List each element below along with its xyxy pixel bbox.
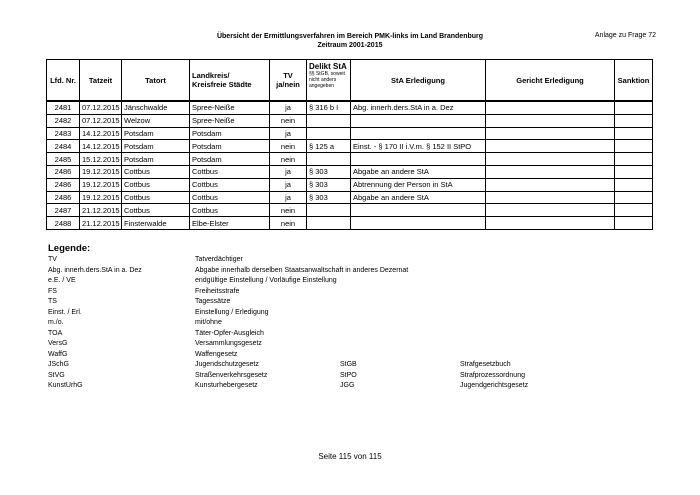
cell-nr: 2483 <box>47 127 80 140</box>
col-header-delikt: Delikt StA §§ StGB, soweit nicht anders angegeben <box>307 60 351 102</box>
legend-text: Strafgesetzbuch <box>460 361 511 368</box>
cell-delikt: § 125 a <box>307 140 351 153</box>
cell-sanktion <box>615 153 653 166</box>
cell-sta <box>351 217 486 230</box>
legend-text: Kunsturhebergesetz <box>195 382 258 389</box>
legend-abbr: StVG <box>48 371 65 379</box>
legend-text: endgültige Einstellung / Vorläufige Einstellung <box>195 277 337 284</box>
cell-sanktion <box>615 140 653 153</box>
legend-text: Jugendschutzgesetz <box>195 361 259 368</box>
table-row <box>47 140 653 153</box>
cell-date: 21.12.2015 <box>80 217 122 230</box>
cell-place: Jänschwalde <box>122 101 190 114</box>
table-row <box>47 204 653 217</box>
cell-sta: Abgabe an andere StA <box>351 191 486 204</box>
cell-nr: 2487 <box>47 204 80 217</box>
annex-label: Anlage zu Frage 72 <box>594 32 656 39</box>
cell-delikt <box>307 127 351 140</box>
legend-abbr-column <box>48 255 142 392</box>
cell-tv: nein <box>270 217 307 230</box>
legend-abbr: e.E. / VE <box>48 277 76 284</box>
cell-gericht <box>486 127 615 140</box>
cell-place: Finsterwalde <box>122 217 190 230</box>
cell-district: Cottbus <box>190 165 270 178</box>
legend-title: Legende: <box>48 243 91 254</box>
table-row <box>47 127 653 140</box>
legend-abbr: JGG <box>340 382 355 389</box>
proceedings-table <box>46 59 653 230</box>
legend-abbr: WaffG <box>48 350 68 358</box>
col-header-sanktion: Sanktion <box>615 60 653 102</box>
cell-tv: nein <box>270 153 307 166</box>
cell-district: Spree-Neiße <box>190 101 270 114</box>
cell-place: Potsdam <box>122 140 190 153</box>
cell-nr: 2485 <box>47 153 80 166</box>
cell-sanktion <box>615 191 653 204</box>
table-row <box>47 153 653 166</box>
cell-district: Potsdam <box>190 140 270 153</box>
cell-place: Cottbus <box>122 191 190 204</box>
cell-delikt: § 303 <box>307 178 351 191</box>
col-header-tatzeit: Tatzeit <box>80 60 122 102</box>
cell-sanktion <box>615 127 653 140</box>
table-row <box>47 101 653 114</box>
legend-abbr: KunstUrhG <box>48 382 83 389</box>
cell-gericht <box>486 165 615 178</box>
legend-text: Waffengesetz <box>195 350 238 358</box>
cell-date: 21.12.2015 <box>80 204 122 217</box>
cell-sta <box>351 153 486 166</box>
cell-sta: Abgabe an andere StA <box>351 165 486 178</box>
cell-gericht <box>486 114 615 127</box>
cell-nr: 2486 <box>47 165 80 178</box>
cell-delikt <box>307 114 351 127</box>
legend-abbr: Einst. / Erl. <box>48 308 82 316</box>
cell-date: 15.12.2015 <box>80 153 122 166</box>
table-row <box>47 114 653 127</box>
cell-sta: Abtrennung der Person in StA <box>351 178 486 191</box>
cell-district: Cottbus <box>190 191 270 204</box>
cell-tv: nein <box>270 204 307 217</box>
table-row <box>47 217 653 230</box>
cell-date: 07.12.2015 <box>80 114 122 127</box>
legend-abbr: TS <box>48 298 57 305</box>
col-header-gericht: Gericht Erledigung <box>486 60 615 102</box>
cell-place: Cottbus <box>122 178 190 191</box>
col-header-tatort: Tatort <box>122 60 190 102</box>
cell-sanktion <box>615 114 653 127</box>
cell-district: Potsdam <box>190 153 270 166</box>
cell-gericht <box>486 204 615 217</box>
legend-text: Täter-Opfer-Ausgleich <box>195 329 264 337</box>
cell-district: Cottbus <box>190 204 270 217</box>
cell-gericht <box>486 178 615 191</box>
cell-tv: nein <box>270 114 307 127</box>
cell-nr: 2482 <box>47 114 80 127</box>
legend-abbr: TOA <box>48 329 63 337</box>
cell-district: Elbe-Elster <box>190 217 270 230</box>
legend-text: Einstellung / Erledigung <box>195 308 269 316</box>
cell-date: 19.12.2015 <box>80 165 122 178</box>
cell-place: Cottbus <box>122 204 190 217</box>
cell-date: 19.12.2015 <box>80 191 122 204</box>
cell-sanktion <box>615 101 653 114</box>
cell-district: Cottbus <box>190 178 270 191</box>
page-number: Seite 115 von 115 <box>318 452 382 461</box>
cell-gericht <box>486 217 615 230</box>
cell-tv: ja <box>270 178 307 191</box>
legend-text: Tagessätze <box>195 298 231 305</box>
legend-text: Versammlungsgesetz <box>195 340 262 347</box>
cell-district: Potsdam <box>190 127 270 140</box>
legend-text: Jugendgerichtsgesetz <box>460 382 529 389</box>
cell-date: 14.12.2015 <box>80 127 122 140</box>
legend-text: Tatverdächtiger <box>195 256 243 263</box>
legend-abbr: m./o. <box>48 319 64 326</box>
cell-sta <box>351 114 486 127</box>
cell-tv: ja <box>270 127 307 140</box>
legend-text: mit/ohne <box>195 319 222 326</box>
cell-date: 07.12.2015 <box>80 101 122 114</box>
cell-nr: 2481 <box>47 101 80 114</box>
cell-place: Cottbus <box>122 165 190 178</box>
cell-sanktion <box>615 217 653 230</box>
legend-extra-abbr-column <box>340 360 357 392</box>
table-row <box>47 165 653 178</box>
cell-nr: 2486 <box>47 191 80 204</box>
legend-abbr: TV <box>48 256 57 263</box>
legend-abbr: JSchG <box>48 361 70 368</box>
legend-abbr: Abg. innerh.ders.StA in a. Dez <box>48 266 142 274</box>
cell-delikt <box>307 153 351 166</box>
cell-place: Potsdam <box>122 153 190 166</box>
cell-delikt <box>307 204 351 217</box>
legend-abbr: FS <box>48 287 57 295</box>
cell-sta: Einst. - § 170 II i.V.m. § 152 II StPO <box>351 140 486 153</box>
legend-abbr: StPO <box>340 371 357 379</box>
cell-place: Potsdam <box>122 127 190 140</box>
cell-gericht <box>486 140 615 153</box>
cell-district: Spree-Neiße <box>190 114 270 127</box>
cell-place: Welzow <box>122 114 190 127</box>
col-header-nr: Lfd. Nr. <box>47 60 80 102</box>
cell-delikt: § 303 <box>307 191 351 204</box>
legend-text: Freiheitsstrafe <box>195 287 240 295</box>
cell-nr: 2486 <box>47 178 80 191</box>
col-header-tv: TV ja/nein <box>270 60 307 102</box>
cell-date: 19.12.2015 <box>80 178 122 191</box>
cell-nr: 2484 <box>47 140 80 153</box>
cell-sta <box>351 204 486 217</box>
cell-delikt: § 316 b I <box>307 101 351 114</box>
table-header-row <box>47 60 653 102</box>
legend-extra-text-column <box>460 360 528 392</box>
col-header-landkreis: Landkreis/ Kreisfreie Städte <box>190 60 270 102</box>
cell-gericht <box>486 191 615 204</box>
document-title: Übersicht der Ermittlungsverfahren im Bereich PMK-links im Land Brandenburg <box>216 33 484 40</box>
cell-sta: Abg. innerh.ders.StA in a. Dez <box>351 101 486 114</box>
cell-nr: 2488 <box>47 217 80 230</box>
cell-gericht <box>486 153 615 166</box>
cell-tv: ja <box>270 165 307 178</box>
col-header-sta: StA Erledigung <box>351 60 486 102</box>
cell-gericht <box>486 101 615 114</box>
legend-abbr: VersG <box>48 340 68 347</box>
legend-text-column <box>195 255 408 392</box>
cell-delikt: § 303 <box>307 165 351 178</box>
legend-text: Strafprozessordnung <box>460 371 525 379</box>
cell-tv: ja <box>270 191 307 204</box>
cell-tv: ja <box>270 101 307 114</box>
legend-abbr: StGB <box>340 361 357 368</box>
cell-sanktion <box>615 204 653 217</box>
table-row <box>47 191 653 204</box>
legend-text: Straßenverkehrsgesetz <box>195 371 268 379</box>
cell-sanktion <box>615 178 653 191</box>
cell-sanktion <box>615 165 653 178</box>
legend-text: Abgabe innerhalb derselben Staatsanwaltschaft in anderes Dezernat <box>195 266 409 274</box>
cell-delikt <box>307 217 351 230</box>
document-period: Zeitraum 2001-2015 <box>317 42 383 49</box>
table-row <box>47 178 653 191</box>
cell-sta <box>351 127 486 140</box>
cell-date: 14.12.2015 <box>80 140 122 153</box>
cell-tv: nein <box>270 140 307 153</box>
